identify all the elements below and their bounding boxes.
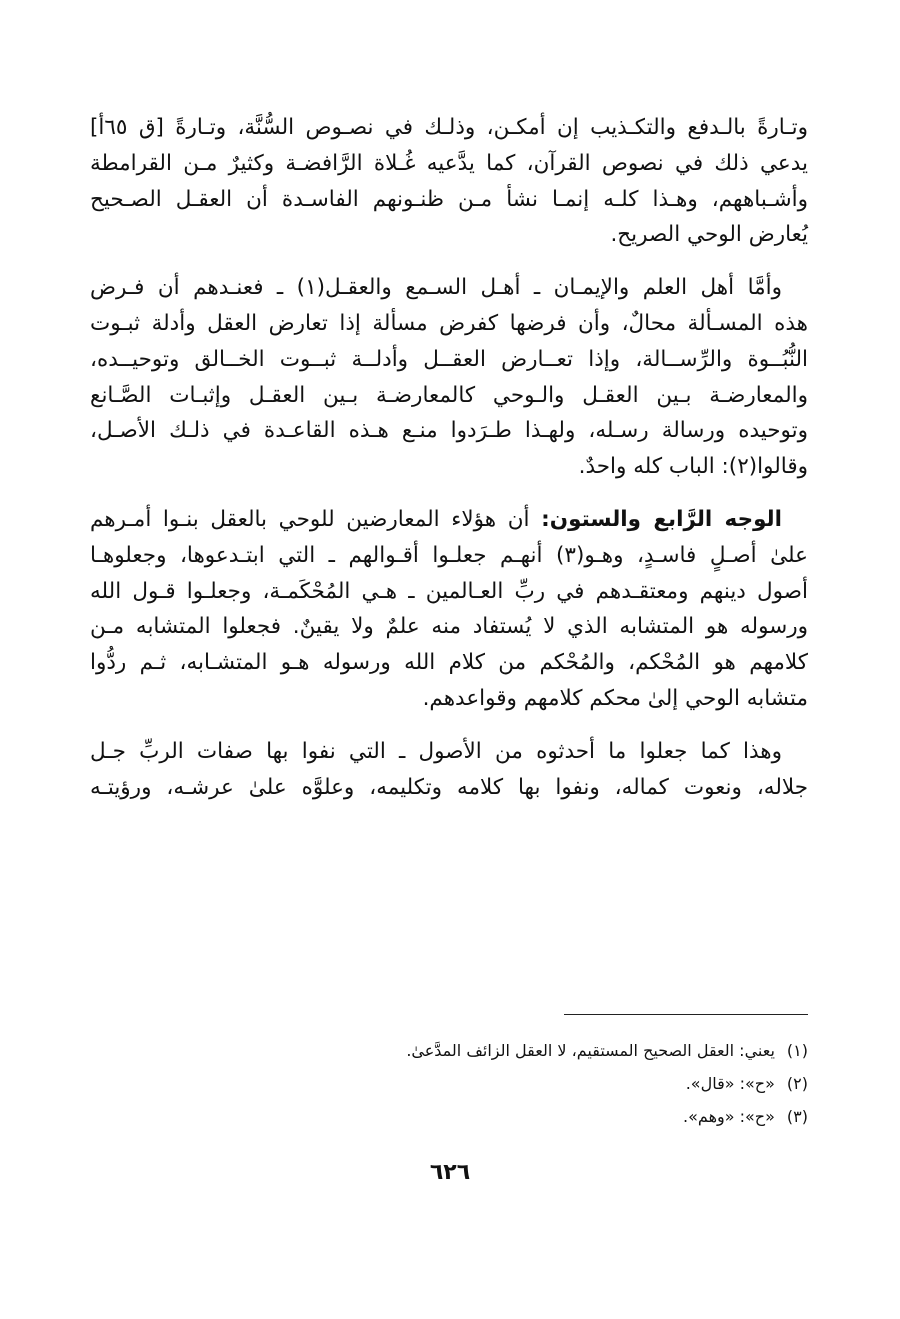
footnote-number: (٢)	[786, 1074, 808, 1093]
footnote-text: «ح»: «قال».	[685, 1074, 775, 1093]
section-heading: الوجه الرَّابع والستون:	[541, 506, 782, 532]
text-line: يدعي ذلك في نصوص القرآن، كما يدَّعيه غُـلاة الرَّافضـة وكثيرٌ مـن القرامطة	[90, 150, 808, 176]
text-line: جلاله، ونعوت كماله، ونفوا بها كلامه وتكليمه، وعلوَّه علىٰ عرشـه، ورؤيتـه	[90, 774, 808, 800]
text-line: هذه المسـألة محالٌ، وأن فرضها كفرض مسألة إذا تعارض العقل وأدلة ثبـوت	[90, 310, 808, 336]
text-line: النُّبُــوة والرِّســالة، وإذا تعــارض العقــل وأدلــة ثبــوت الخــالق وتوحيــده،	[90, 346, 808, 372]
footnotes	[90, 1034, 808, 1133]
text-segment: أن هؤلاء المعارضين للوحي بالعقل بنـوا أمـرهم	[90, 506, 542, 532]
footnote-number: (١)	[786, 1041, 808, 1060]
text-line: متشابه الوحي إلىٰ محكم كلامهم وقواعدهم.	[422, 685, 808, 711]
footnote-number: (٣)	[786, 1107, 808, 1126]
footnote-item	[90, 1034, 808, 1067]
text-line	[90, 502, 808, 538]
text-line: وأشـباههم، وهـذا كلـه إنمـا نشأ مـن ظنـونهم الفاسـدة أن العقـل الصـحيح	[90, 186, 808, 212]
text-line: وتـارةً بالـدفع والتكـذيب إن أمكـن، وذلـك في نصـوص السُّنَّة، وتـارةً [ق ٦٥أ]	[90, 115, 808, 140]
text-line: ورسوله هو المتشابه الذي لا يُستفاد منه علمٌ ولا يقينٌ. فجعلوا المتشابه مـن	[90, 614, 808, 640]
text-line: أصول دينهم ومعتقـدهم في ربِّ العـالمين ـ هـي المُحْكَمـة، وجعلـوا قـول الله	[90, 578, 808, 604]
text-line: كلامهم هو المُحْكم، والمُحْكم من كلام الله ورسوله هـو المتشـابه، ثـم ردُّوا	[90, 650, 808, 676]
footnote-item	[90, 1100, 808, 1133]
footnote-text: يعني: العقل الصحيح المستقيم، لا العقل الزائف المدَّعىٰ.	[406, 1041, 775, 1060]
page-number: ٦٢٦	[429, 1160, 471, 1185]
paragraph-1	[90, 110, 808, 253]
text-line: علىٰ أصـلٍ فاسـدٍ، وهـو(٣) أنهـم جعلـوا أقـوالهم ـ التي ابتـدعوها، وجعلوهـا	[90, 542, 809, 568]
text-line: والمعارضـة بـين العقـل والـوحي كالمعارضـة بـين العقـل وإثبـات الصَّـانع	[90, 382, 808, 408]
footnote-item	[90, 1067, 808, 1100]
main-text	[90, 110, 808, 822]
footnote-divider	[564, 1014, 808, 1015]
text-line: وتوحيده ورسالة رسـله، ولهـذا طـرَدوا منـع هـذه القاعـدة في ذلـك الأصـل،	[90, 418, 808, 444]
paragraph-3	[90, 502, 808, 717]
text-line: وقالوا(٢): الباب كله واحدٌ.	[578, 454, 808, 480]
footnote-text: «ح»: «وهم».	[683, 1107, 775, 1126]
text-line: يُعارض الوحي الصريح.	[610, 222, 808, 248]
text-line: وأمَّا أهل العلم والإيمـان ـ أهـل السـمع والعقـل(١) ـ فعنـدهم أن فـرض	[90, 275, 782, 301]
paragraph-4	[90, 734, 808, 806]
paragraph-2	[90, 270, 808, 485]
text-line: وهذا كما جعلوا ما أحدثوه من الأصول ـ التي نفوا بها صفات الربِّ جـل	[90, 738, 782, 764]
